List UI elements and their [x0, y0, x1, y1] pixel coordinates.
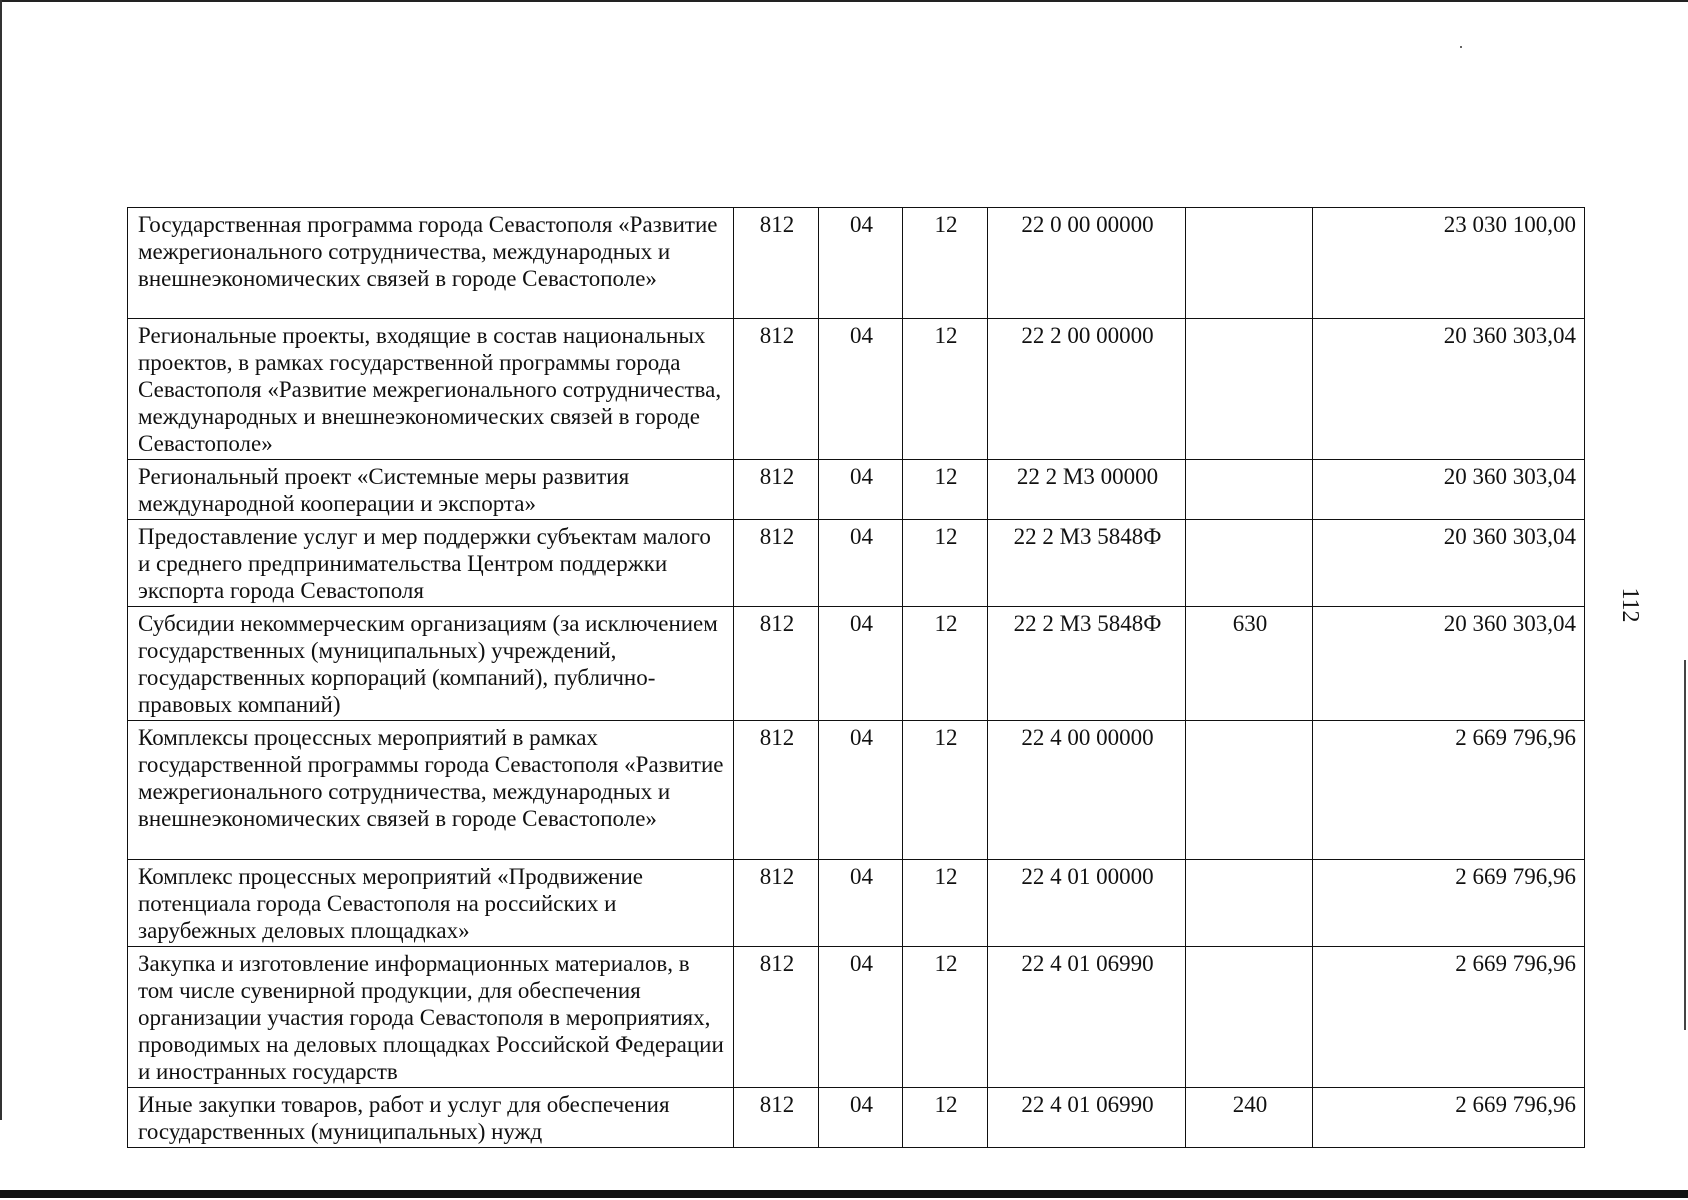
row-vr — [1186, 208, 1313, 319]
table-row — [128, 1088, 1585, 1148]
row-rz: 04 — [819, 319, 903, 460]
table-row — [128, 520, 1585, 607]
scan-border-bottom — [0, 1190, 1688, 1198]
row-name: Предоставление услуг и мер поддержки субъектам малого и среднего предпринимательства Центром поддержки экспорта города Севастополя — [128, 520, 734, 607]
row-sum: 2 669 796,96 — [1313, 860, 1585, 947]
row-vr — [1186, 319, 1313, 460]
row-vr — [1186, 460, 1313, 520]
row-rz: 04 — [819, 721, 903, 860]
row-rz: 04 — [819, 860, 903, 947]
row-sum: 23 030 100,00 — [1313, 208, 1585, 319]
row-ved: 812 — [734, 607, 819, 721]
row-sum: 20 360 303,04 — [1313, 607, 1585, 721]
row-pr: 12 — [903, 460, 988, 520]
row-pr: 12 — [903, 721, 988, 860]
scan-mark-right — [1684, 660, 1686, 1030]
row-rz: 04 — [819, 520, 903, 607]
row-sum: 20 360 303,04 — [1313, 319, 1585, 460]
row-name: Государственная программа города Севастополя «Развитие межрегионального сотрудничества, международных и внешнеэкономических связей в городе Севастополе» — [128, 208, 734, 319]
row-pr: 12 — [903, 208, 988, 319]
row-csr: 22 2 00 00000 — [988, 319, 1186, 460]
row-csr: 22 0 00 00000 — [988, 208, 1186, 319]
scan-border-left — [0, 0, 2, 1120]
row-csr: 22 2 М3 5848Ф — [988, 520, 1186, 607]
scan-speck — [1460, 46, 1462, 48]
row-rz: 04 — [819, 208, 903, 319]
row-rz: 04 — [819, 1088, 903, 1148]
row-vr — [1186, 947, 1313, 1088]
row-csr: 22 2 М3 00000 — [988, 460, 1186, 520]
row-pr: 12 — [903, 520, 988, 607]
row-ved: 812 — [734, 721, 819, 860]
scan-border-top — [0, 0, 1688, 2]
row-name: Иные закупки товаров, работ и услуг для обеспечения государственных (муниципальных) нужд — [128, 1088, 734, 1148]
row-sum: 2 669 796,96 — [1313, 1088, 1585, 1148]
row-pr: 12 — [903, 1088, 988, 1148]
row-sum: 20 360 303,04 — [1313, 520, 1585, 607]
table-row — [128, 860, 1585, 947]
row-pr: 12 — [903, 319, 988, 460]
row-vr — [1186, 860, 1313, 947]
row-ved: 812 — [734, 860, 819, 947]
row-csr: 22 4 01 06990 — [988, 1088, 1186, 1148]
row-sum: 20 360 303,04 — [1313, 460, 1585, 520]
row-name: Региональный проект «Системные меры развития международной кооперации и экспорта» — [128, 460, 734, 520]
row-rz: 04 — [819, 460, 903, 520]
budget-table — [127, 207, 1585, 1148]
row-vr — [1186, 721, 1313, 860]
row-vr: 240 — [1186, 1088, 1313, 1148]
row-csr: 22 2 М3 5848Ф — [988, 607, 1186, 721]
row-name: Субсидии некоммерческим организациям (за исключением государственных (муниципальных) учреждений, государственных корпораций (компаний), публично-правовых компаний) — [128, 607, 734, 721]
row-ved: 812 — [734, 460, 819, 520]
table-row — [128, 947, 1585, 1088]
row-rz: 04 — [819, 947, 903, 1088]
table-row — [128, 319, 1585, 460]
table-row — [128, 607, 1585, 721]
page-number: 112 — [1617, 587, 1643, 623]
table-row — [128, 460, 1585, 520]
row-vr — [1186, 520, 1313, 607]
row-sum: 2 669 796,96 — [1313, 947, 1585, 1088]
row-csr: 22 4 01 00000 — [988, 860, 1186, 947]
table-row — [128, 721, 1585, 860]
row-name: Комплексы процессных мероприятий в рамках государственной программы города Севастополя «Развитие межрегионального сотрудничества, международных и внешнеэкономических связей в городе Севастополе» — [128, 721, 734, 860]
row-pr: 12 — [903, 947, 988, 1088]
row-rz: 04 — [819, 607, 903, 721]
row-pr: 12 — [903, 607, 988, 721]
row-name: Комплекс процессных мероприятий «Продвижение потенциала города Севастополя на российских и зарубежных деловых площадках» — [128, 860, 734, 947]
row-csr: 22 4 00 00000 — [988, 721, 1186, 860]
row-vr: 630 — [1186, 607, 1313, 721]
row-ved: 812 — [734, 208, 819, 319]
row-csr: 22 4 01 06990 — [988, 947, 1186, 1088]
row-sum: 2 669 796,96 — [1313, 721, 1585, 860]
row-pr: 12 — [903, 860, 988, 947]
row-ved: 812 — [734, 520, 819, 607]
table-row — [128, 208, 1585, 319]
row-name: Закупка и изготовление информационных материалов, в том числе сувенирной продукции, для обеспечения организации участия города Севастополя в мероприятиях, проводимых на деловых площадках Российской Федерации и иностранных государств — [128, 947, 734, 1088]
row-name: Региональные проекты, входящие в состав национальных проектов, в рамках государственной программы города Севастополя «Развитие межрегионального сотрудничества, международных и внешнеэкономических связей в городе Севастополе» — [128, 319, 734, 460]
row-ved: 812 — [734, 319, 819, 460]
row-ved: 812 — [734, 947, 819, 1088]
row-ved: 812 — [734, 1088, 819, 1148]
